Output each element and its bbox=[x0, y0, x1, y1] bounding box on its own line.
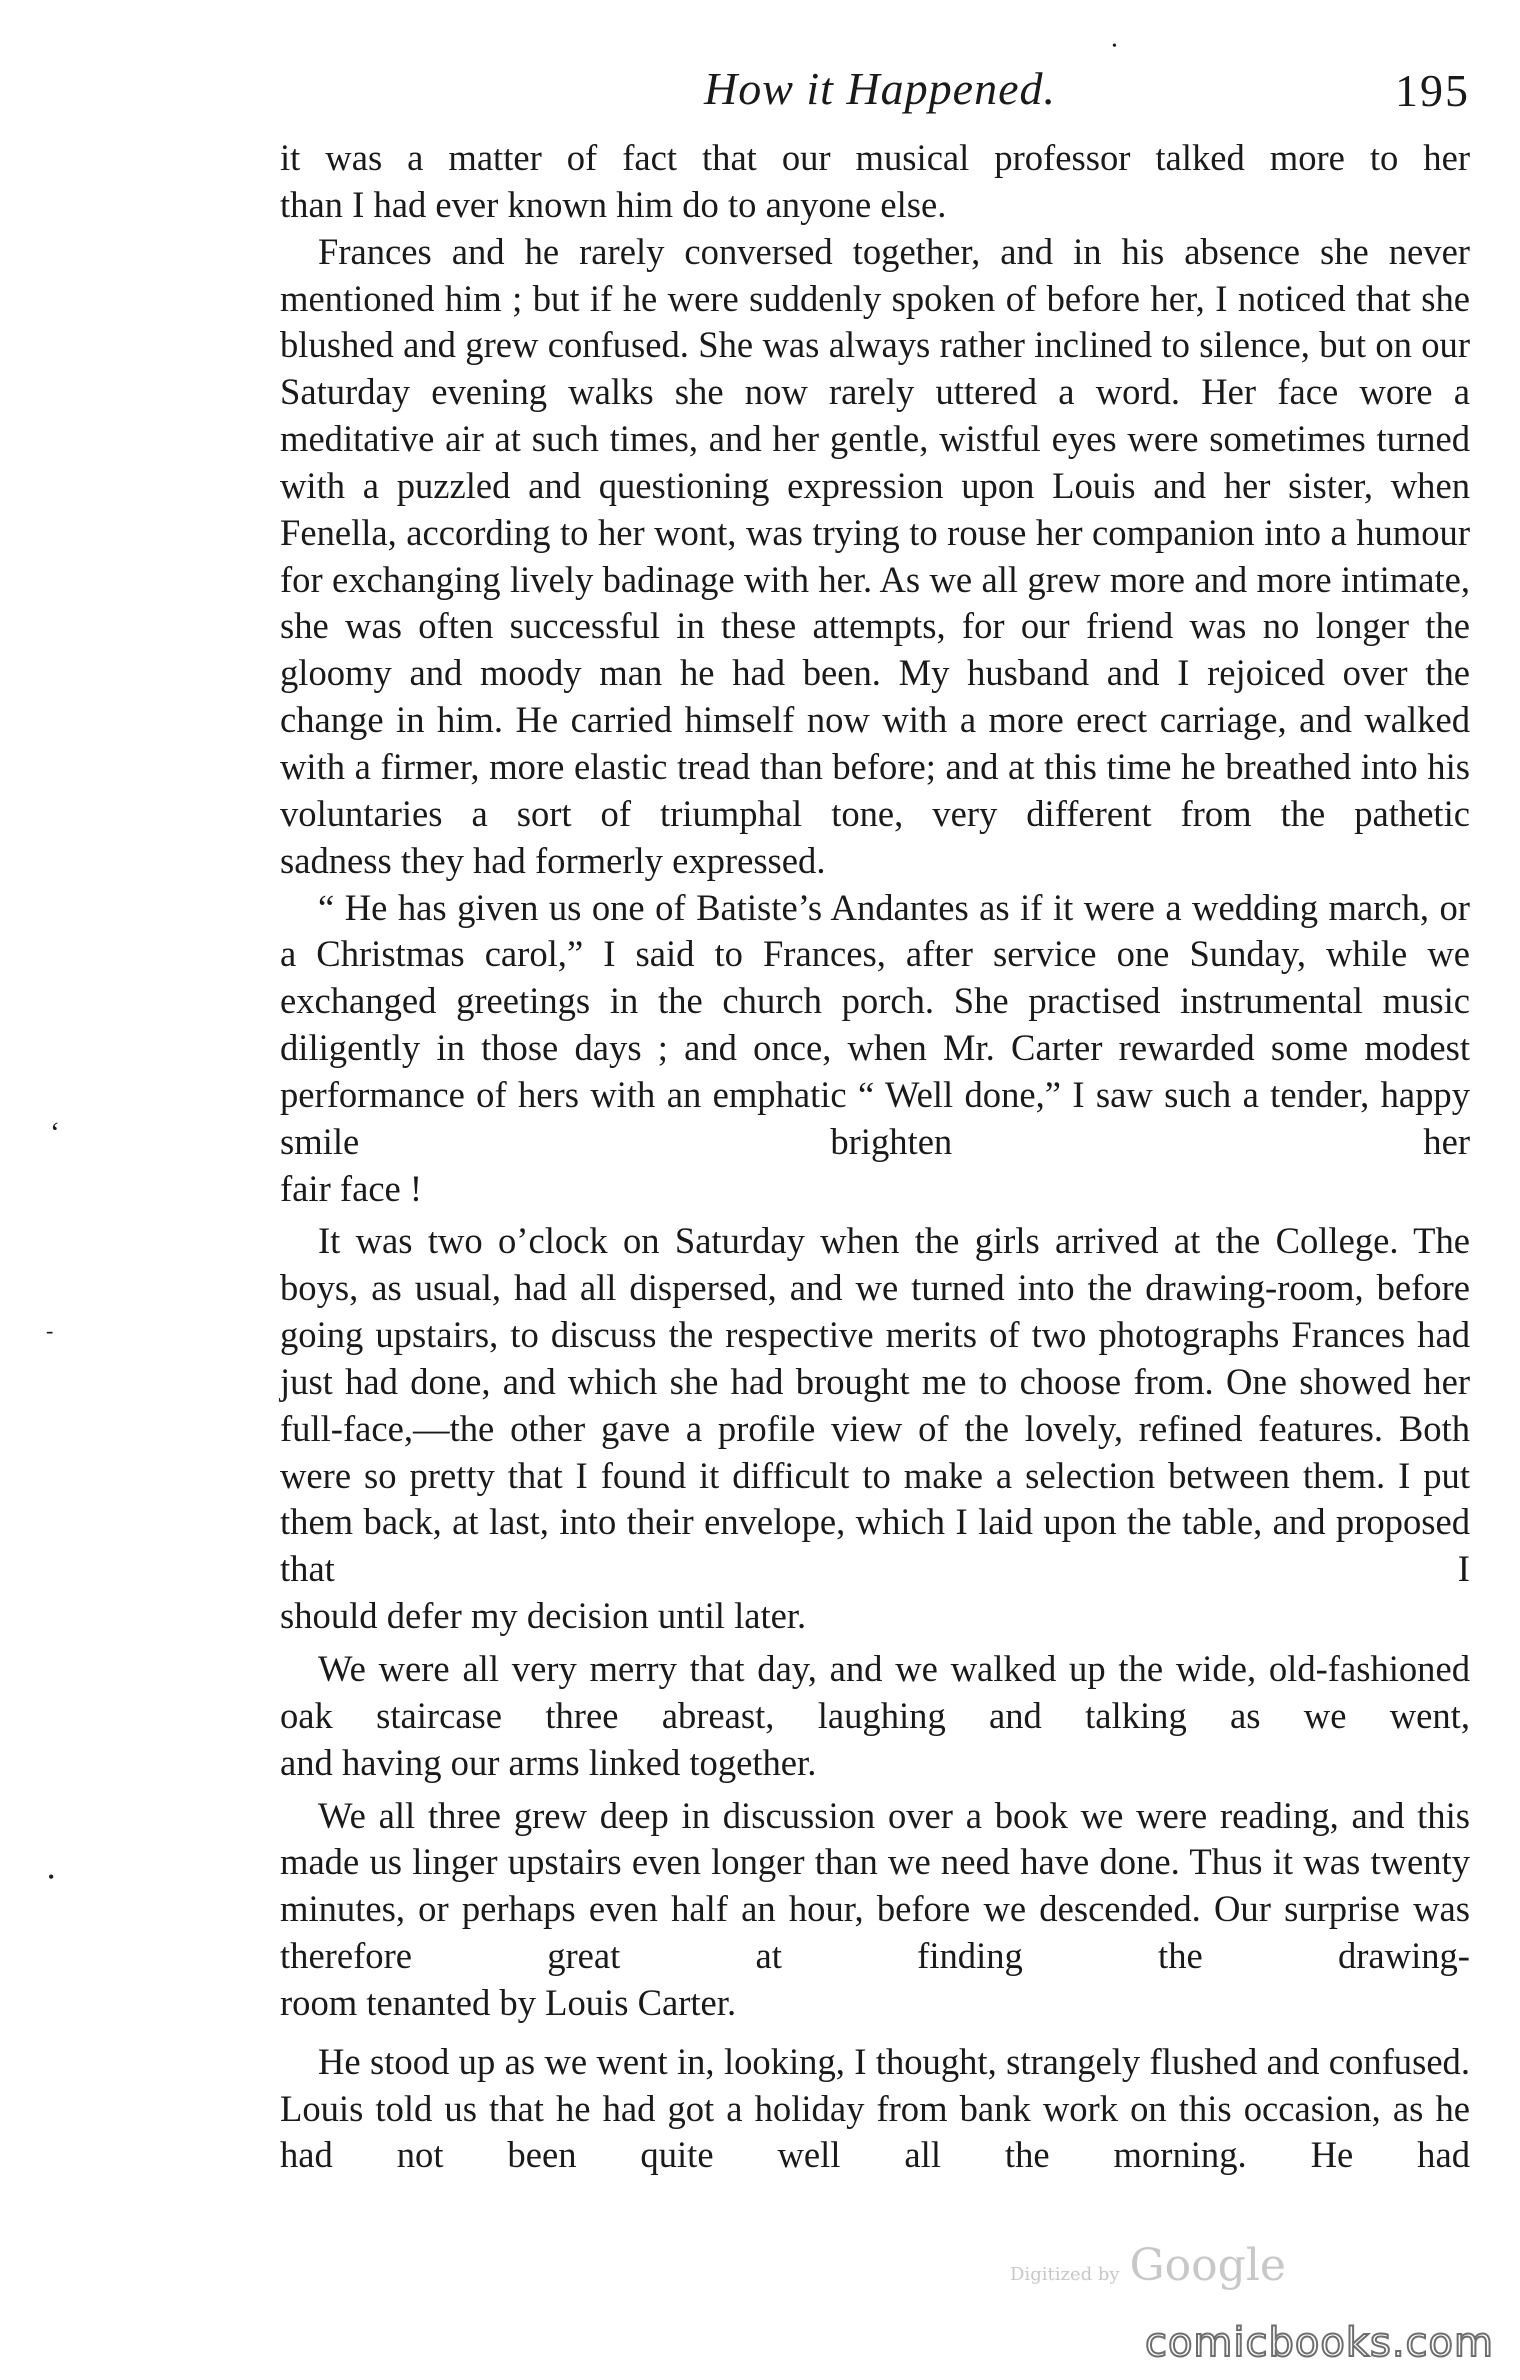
paragraph-text: He stood up as we went in, looking, I thought, strangely flushed and confused. Louis told us that he had got a holiday from bank work on this occasion, as he had not been quite well all the morning. He had bbox=[280, 2040, 1470, 2176]
margin-mark: • bbox=[1112, 39, 1117, 54]
page-header bbox=[280, 62, 1470, 132]
google-logo: Google bbox=[1129, 2240, 1286, 2291]
margin-mark: - bbox=[46, 1318, 54, 1343]
digitized-by-text: Digitized by bbox=[1010, 2264, 1120, 2285]
paragraph bbox=[280, 1793, 1470, 2027]
margin-mark: • bbox=[48, 1867, 55, 1887]
paragraph-text: We were all very merry that day, and we walked up the wide, old-fashioned oak staircase three abreast, laughing and talking as we went, bbox=[280, 1648, 1470, 1736]
body-text bbox=[280, 135, 1470, 2179]
paragraph-text: It was two o’clock on Saturday when the girls arrived at the College. The boys, as usual, had all dispersed, and we turned into the drawing-room, before going upstairs, to discuss the respective merits of two photographs Frances had just had done, and which she had brought me to choose from. One showed her full-face,—the other gave a profile view of the lovely, refined features. Both were so pretty that I found it difficult to make a selection between them. I put them back, at last, into their envelope, which I laid upon the table, and proposed that I bbox=[280, 1220, 1470, 1590]
page-number: 195 bbox=[1395, 65, 1470, 116]
paragraph-last-line: should defer my decision until later. bbox=[280, 1595, 807, 1637]
paragraph-text: We all three grew deep in discussion over a book we were reading, and this made us linger upstairs even longer than we need have done. Thus it was twenty minutes, or perhaps even half an hour, before we descended. Our surprise was therefore great at finding the drawing- bbox=[280, 1794, 1470, 1977]
margin-mark: ‘ bbox=[50, 1116, 60, 1149]
paragraph bbox=[280, 135, 1470, 229]
paragraph bbox=[280, 229, 1470, 885]
paragraph-last-line: sadness they had formerly expressed. bbox=[280, 839, 826, 881]
paragraph bbox=[280, 1646, 1470, 1787]
paragraph bbox=[280, 1218, 1470, 1640]
digitized-watermark bbox=[1010, 2240, 1286, 2291]
paragraph-last-line: room tenanted by Louis Carter. bbox=[280, 1981, 737, 2023]
paragraph-last-line: fair face ! bbox=[280, 1167, 423, 1209]
paragraph-text: it was a matter of fact that our musical professor talked more to her bbox=[280, 137, 1470, 178]
paragraph-last-line: and having our arms linked together. bbox=[280, 1741, 817, 1783]
paragraph-last-line: than I had ever known him do to anyone else. bbox=[280, 183, 947, 225]
running-title: How it Happened. bbox=[704, 63, 1057, 114]
paragraph-text: “ He has given us one of Batiste’s Andantes as if it were a wedding march, or a Christmas carol,” I said to Frances, after service one Sunday, while we exchanged greetings in the church porch. She practised instrumental music diligently in those days ; and once, when Mr. Carter rewarded some modest performance of hers with an emphatic “ Well done,” I saw such a tender, happy smile brighten her bbox=[280, 886, 1470, 1162]
paragraph bbox=[280, 885, 1470, 1213]
paragraph-text: Frances and he rarely conversed together, and in his absence she never mentioned him ; but if he were suddenly spoken of before her, I noticed that she blushed and grew confused. She was always rather inclined to silence, but on our Saturday evening walks she now rarely uttered a word. Her face wore a meditative air at such times, and her gentle, wistful eyes were sometimes turned with a puzzled and questioning expression upon Louis and her sister, when Fenella, according to her wont, was trying to rouse her companion into a humour for exchanging lively badinage with her. As we all grew more and more intimate, she was often successful in these attempts, for our friend was no longer the gloomy and moody man he had been. My husband and I rejoiced over the change in him. He carried himself now with a more erect carriage, and walked with a firmer, more elastic tread than before; and at this time he breathed into his voluntaries a sort of triumphal tone, very different from the pathetic bbox=[280, 230, 1470, 834]
paragraph bbox=[280, 2039, 1470, 2180]
site-watermark: comicbooks.com bbox=[1144, 2320, 1494, 2366]
